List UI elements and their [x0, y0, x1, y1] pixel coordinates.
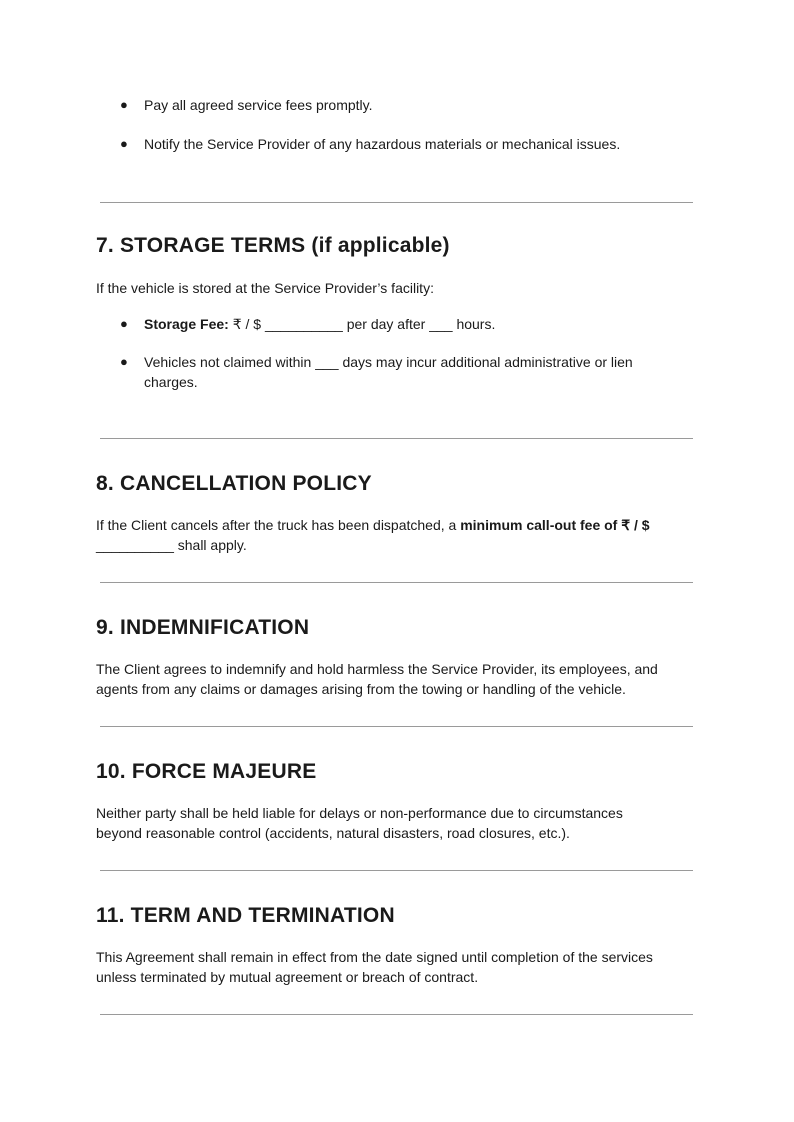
- section-heading-term-and-termination: 11. TERM AND TERMINATION: [96, 904, 395, 927]
- bullet-line: Vehicles not claimed within ___ days may incur additional administrative or lien: [144, 354, 633, 370]
- bullet-icon: ●: [120, 97, 128, 112]
- body-line: agents from any claims or damages arising from the towing or handling of the vehicle.: [96, 681, 626, 697]
- bullet-text: Pay all agreed service fees promptly.: [144, 97, 373, 113]
- bullet-line: charges.: [144, 374, 198, 390]
- section-heading-force-majeure: 10. FORCE MAJEURE: [96, 760, 317, 783]
- bullet-icon: ●: [120, 136, 128, 151]
- section-body: [96, 947, 696, 987]
- body-line: Neither party shall be held liable for delays or non-performance due to circumstances: [96, 805, 623, 821]
- bullet-text: Notify the Service Provider of any hazardous materials or mechanical issues.: [144, 136, 621, 152]
- section-heading-cancellation-policy: 8. CANCELLATION POLICY: [96, 472, 372, 495]
- call-out-fee-label: minimum call-out fee of ₹ / $: [460, 517, 650, 533]
- section-divider: [100, 1014, 693, 1015]
- body-line: beyond reasonable control (accidents, natural disasters, road closures, etc.).: [96, 825, 570, 841]
- body-line: __________ shall apply.: [96, 537, 247, 553]
- section-body: [96, 803, 696, 843]
- body-line: unless terminated by mutual agreement or breach of contract.: [96, 969, 479, 985]
- section-body: [96, 659, 696, 699]
- bullet-icon: ●: [120, 354, 128, 369]
- section-heading-storage-terms: 7. STORAGE TERMS (if applicable): [96, 234, 450, 257]
- section-heading-indemnification: 9. INDEMNIFICATION: [96, 616, 310, 639]
- section-intro: If the vehicle is stored at the Service Provider’s facility:: [96, 280, 434, 296]
- bullet-text: [144, 314, 680, 334]
- storage-fee-text: ₹ / $ __________ per day after ___ hours.: [228, 316, 496, 332]
- bullet-icon: ●: [120, 316, 128, 331]
- section-body: [96, 515, 696, 555]
- storage-fee-label: Storage Fee:: [144, 316, 229, 332]
- section-divider: [100, 870, 693, 871]
- body-line: This Agreement shall remain in effect from the date signed until completion of the services: [96, 949, 653, 965]
- section-divider: [100, 438, 693, 439]
- section-divider: [100, 726, 693, 727]
- section-divider: [100, 202, 693, 203]
- bullet-text: [144, 352, 680, 392]
- section-divider: [100, 582, 693, 583]
- body-line: If the Client cancels after the truck has been dispatched, a: [96, 517, 461, 533]
- body-line: The Client agrees to indemnify and hold harmless the Service Provider, its employees, and: [96, 661, 658, 677]
